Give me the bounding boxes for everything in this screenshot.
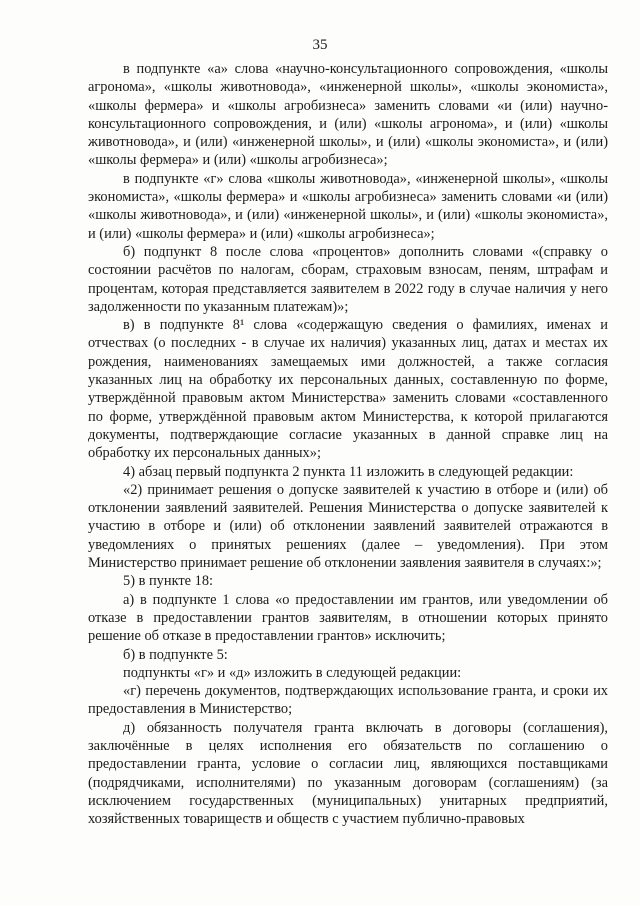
paragraph: б) в подпункте 5:: [123, 646, 228, 663]
document-body: [88, 60, 608, 828]
paragraph: 4) абзац первый подпункта 2 пункта 11 изложить в следующей редакции:: [123, 463, 574, 480]
paragraph: в подпункте «г» слова «школы животновода», «инженерной школы», «школы экономиста», «школы фермера» и «школы агробизнеса» заменить словами «и (или) «школы животновода», и (или) «инженерной школы», и (или) «школы экономиста», и (или) «школы фермера» и (или) «школы агробизнеса»;: [88, 170, 608, 242]
paragraph: «2) принимает решения о допуске заявителей к участию в отборе и (или) об отклонении заявлений заявителей. Решения Министерства о допуске заявителей к участию в отборе и (или) об отклонении заявлений заявителей отражаются в уведомлениях о принятых решениях (далее – уведомления). При этом Министерство принимает решение об отклонении заявления заявителя в случаях:»;: [88, 481, 608, 572]
paragraph: а) в подпункте 1 слова «о предоставлении им грантов, или уведомлении об отказе в предоставлении грантов заявителям, в отношении которых принято решение об отказе в предоставлении грантов» исключить;: [88, 591, 608, 645]
paragraph: в подпункте «а» слова «научно-консультационного сопровождения, «школы агронома», «школы животновода», «инженерной школы», «школы экономиста», «школы фермера» и «школы агробизнеса» заменить словами «и (или) научно-консультационного сопровождения, и (или) «школы агронома», и (или) «школы животновода», и (или) «инженерной школы», и (или) «школы экономиста», и (или) «школы фермера» и (или) «школы агробизнеса»;: [88, 61, 608, 169]
paragraph: в) в подпункте 8¹ слова «содержащую сведения о фамилиях, именах и отчествах (о последних - в случае их наличия) указанных лиц, датах и местах их рождения, наименованиях замещаемых ими должностей, а также согласия указанных лиц на обработку их персональных данных, составленную по форме, утверждённой правовым актом Министерства» заменить словами «составленного по форме, утверждённой правовым актом Министерства, к которой прилагаются документы, подтверждающие согласие указанных в данной справке лиц на обработку их персональных данных»;: [88, 317, 608, 462]
page-number: 35: [312, 37, 328, 53]
paragraph: подпункты «г» и «д» изложить в следующей редакции:: [123, 664, 462, 681]
paragraph: «г) перечень документов, подтверждающих использование гранта, и сроки их предоставления в Министерство;: [88, 683, 608, 718]
paragraph: д) обязанность получателя гранта включать в договоры (соглашения), заключённые в целях исполнения его обязательств по соглашению о предоставлении гранта, условие о согласии лиц, являющихся поставщиками (подрядчиками, исполнителями) по указанным договорам (соглашениям) (за исключением государственных (муниципальных) унитарных предприятий, хозяйственных товариществ и обществ с участием публично-правовых: [88, 719, 608, 828]
paragraph: 5) в пункте 18:: [123, 573, 214, 590]
paragraph: б) подпункт 8 после слова «процентов» дополнить словами «(справку о состоянии расчётов по налогам, сборам, страховым взносам, пеням, штрафам и процентам, которая представляется заявителем в 2022 году в случае наличия у него задолженности по указанным платежам)»;: [88, 243, 608, 315]
